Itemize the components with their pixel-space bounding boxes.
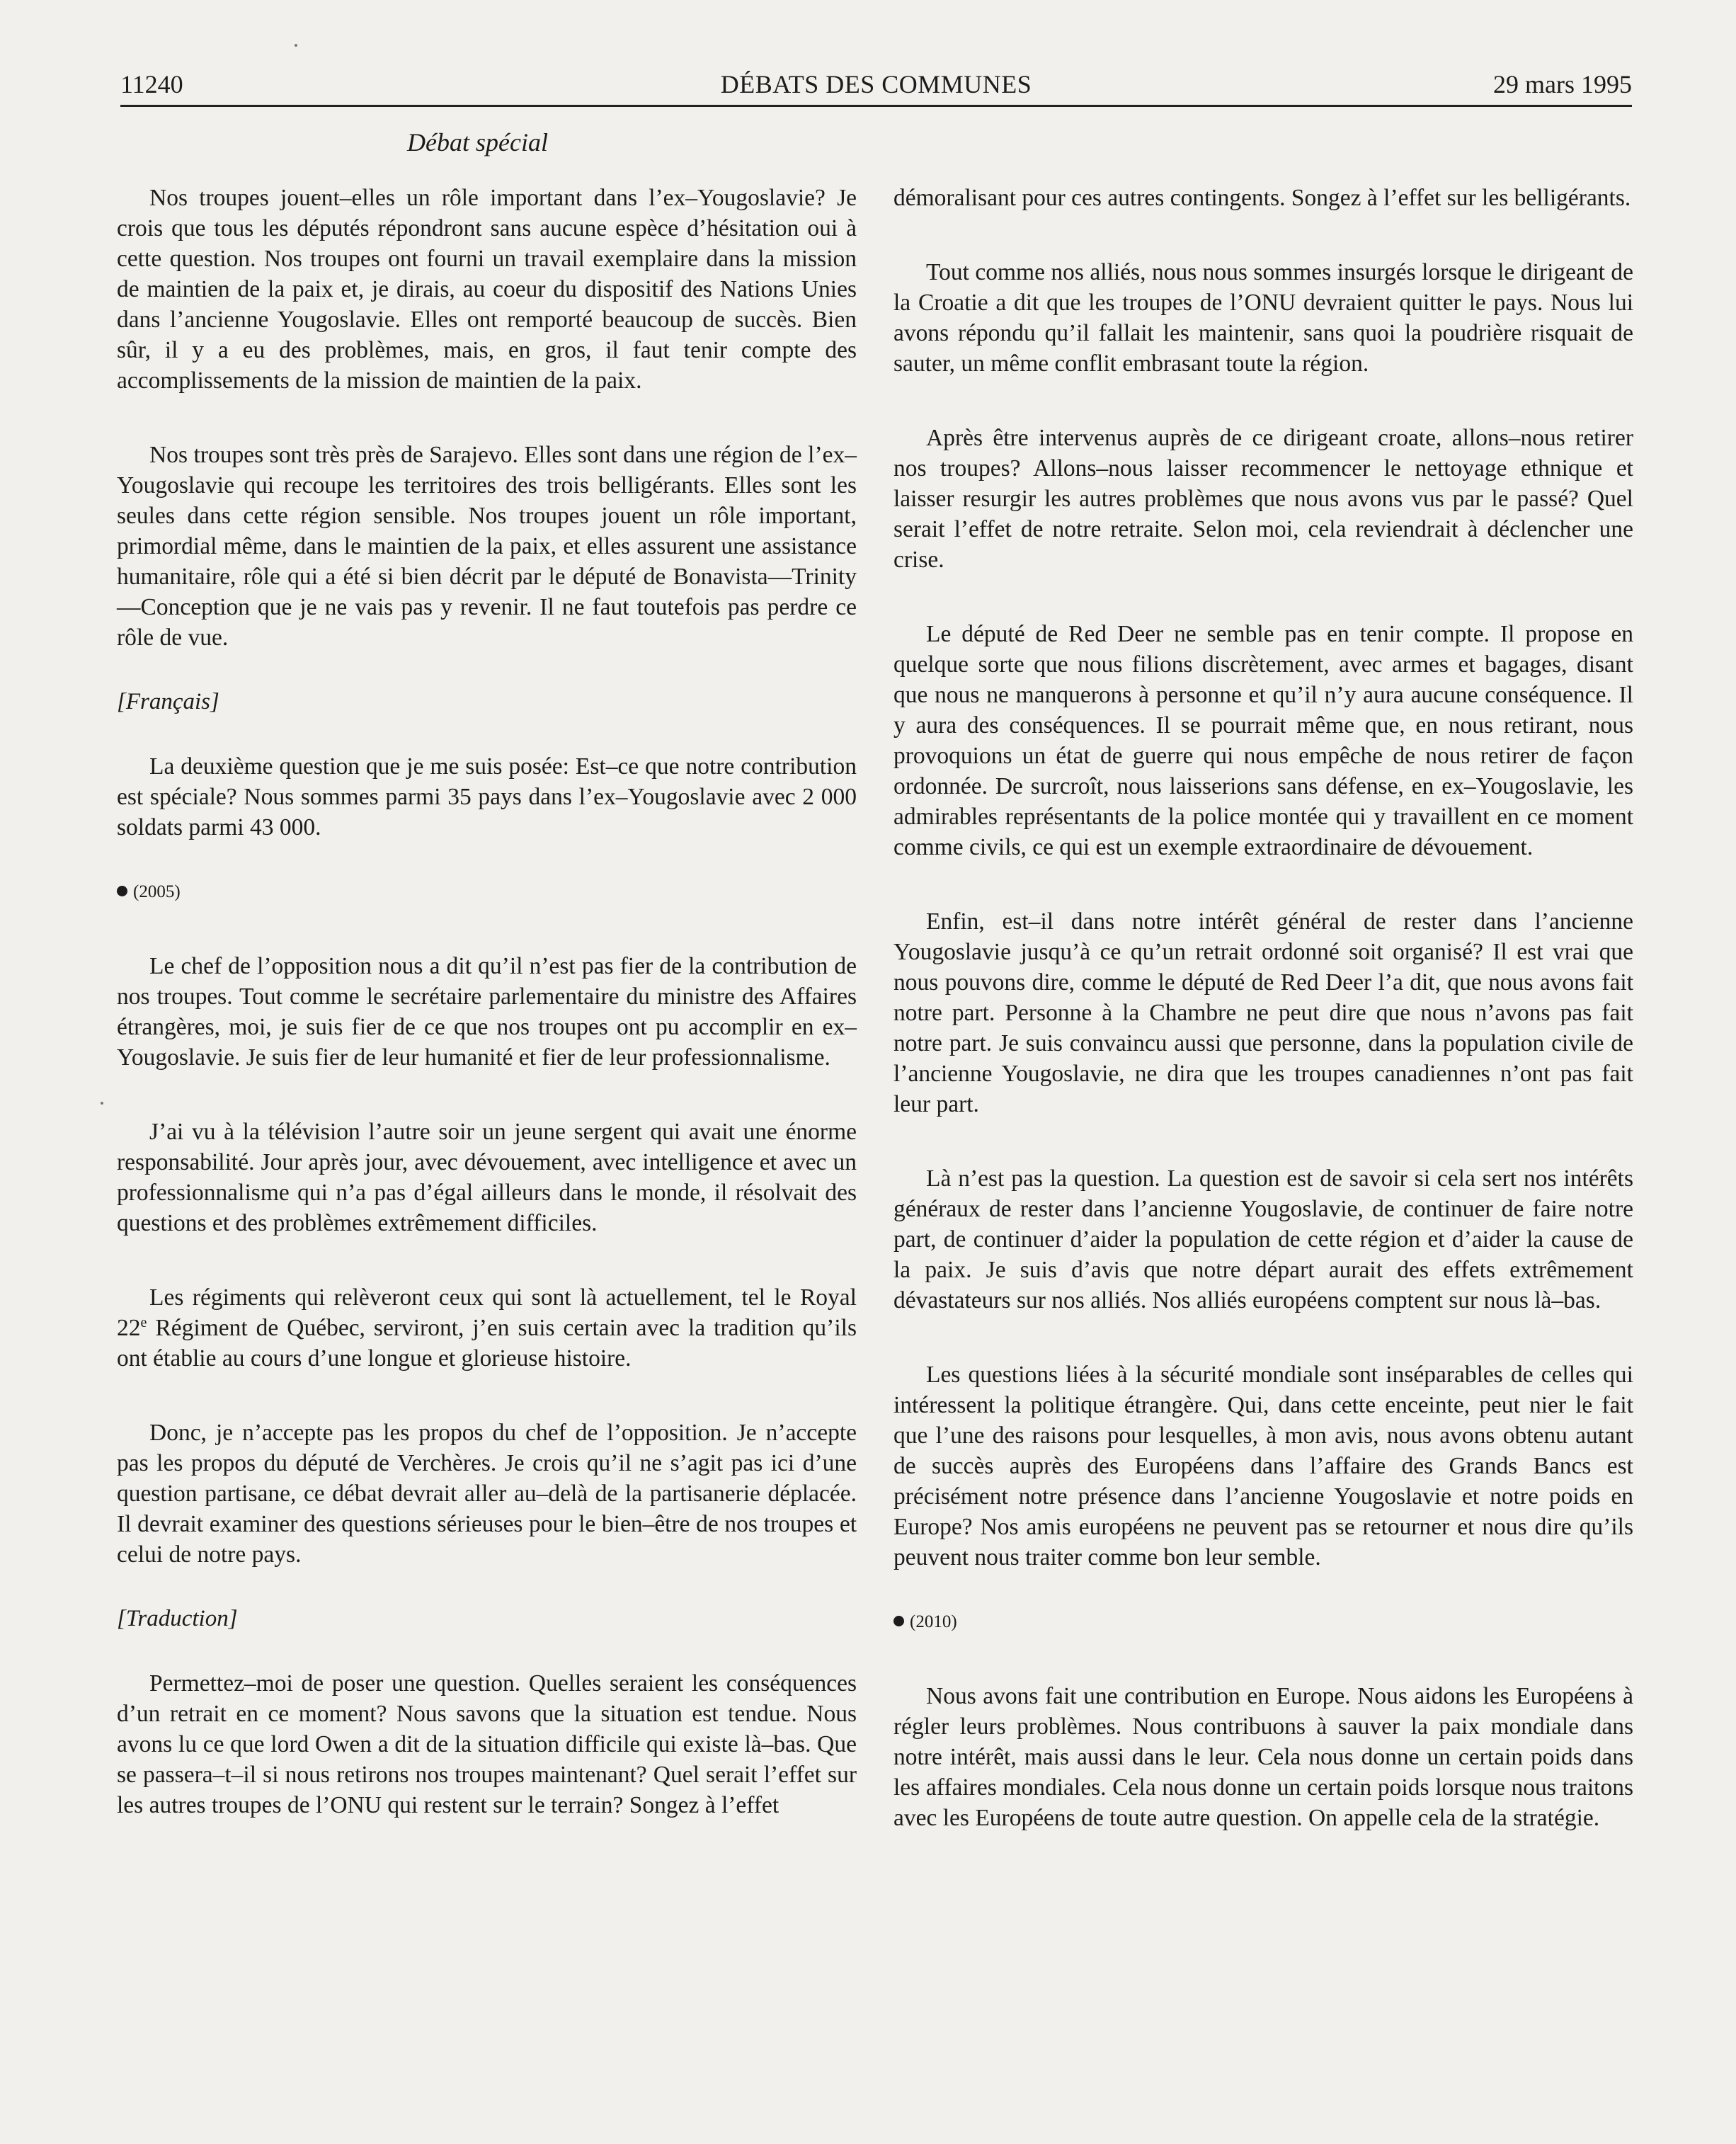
paragraph <box>117 1282 857 1374</box>
paragraph: La deuxième question que je me suis posée: Est–ce que notre contribution est spéciale? Nous sommes parmi 35 pays dans l’ex–Yougoslavie avec 2 000 soldats parmi 43 000. <box>117 753 857 840</box>
right-column <box>893 183 1633 1833</box>
paragraph: Le député de Red Deer ne semble pas en tenir compte. Il propose en quelque sorte que nous filions discrètement, avec armes et bagages, disant que nous ne manquerons à personne et qu’il n’y aura aucune conséquence. Il y aura des conséquences. Il se pourrait même que, en nous retirant, nous provoquions un état de guerre qui nous empêche de nous retirer de façon ordonnée. De surcroît, nous laisserions sans défense, en ex–Yougoslavie, les admirables représentants de la police montée qui y travaillent en ce moment comme civils, ce qui est un exemple extraordinaire de dévouement. <box>893 621 1633 860</box>
bullet-icon <box>893 1616 904 1626</box>
time-marker <box>117 877 857 907</box>
ordinal-superscript: e <box>140 1314 147 1330</box>
page-header <box>120 62 1632 107</box>
bullet-icon <box>117 886 127 896</box>
time-marker-text: (2010) <box>910 1612 957 1631</box>
left-column <box>117 183 857 1820</box>
paragraph-text-a: Les régiments qui relèveront ceux qui sont là actuellement, tel le Royal 22 <box>117 1284 857 1341</box>
paragraph: Là n’est pas la question. La question est de savoir si cela sert nos intérêts généraux de rester dans l’ancienne Yougoslavie, de continuer de faire notre part, de continuer d’aider la population de cette région et d’aider la cause de la paix. Je suis d’avis que notre départ aurait des effets extrêmement dévastateurs sur nos alliés. Nos alliés européens comptent sur nous là–bas. <box>893 1165 1633 1313</box>
time-marker <box>893 1607 1633 1637</box>
paragraph: Les questions liées à la sécurité mondiale sont inséparables de celles qui intéressent la politique étrangère. Qui, dans cette enceinte, peut nier le fait que l’une des raisons pour lesquelles, à mon avis, nous avons obtenu autant de succès auprès des Européens dans l’affaire des Grands Bancs est précisément notre présence dans l’ancienne Yougoslavie et notre poids en Europe? Nos amis européens ne peuvent pas se retourner et nous dire qu’ils peuvent nous traiter comme bon leur semble. <box>893 1362 1633 1570</box>
scan-speck <box>101 1102 103 1105</box>
time-marker-text: (2005) <box>133 882 181 901</box>
paragraph: Le chef de l’opposition nous a dit qu’il n’est pas fier de la contribution de nos troupes. Tout comme le secrétaire parlementaire du ministre des Affaires étrangères, moi, je suis fier de ce que nos troupes ont pu accomplir en ex–Yougoslavie. Je suis fier de leur humanité et fier de leur professionnalisme. <box>117 953 857 1071</box>
paragraph: Donc, je n’accepte pas les propos du chef de l’opposition. Je n’accepte pas les propos du député de Verchères. Je crois qu’il ne s’agit pas ici d’une question partisane, ce débat devrait aller au–delà de la partisanerie déplacée. Il devrait examiner des questions sérieuses pour le bien–être de nos troupes et celui de notre pays. <box>117 1420 857 1568</box>
language-tag-francais: [Français] <box>117 689 219 714</box>
section-title: Débat spécial <box>407 128 548 156</box>
paragraph: Permettez–moi de poser une question. Quelles seraient les conséquences d’un retrait en ce moment? Nous savons que la situation est tendue. Nous avons lu ce que lord Owen a dit de la situation difficile qui existe là–bas. Que se passera–t–il si nous retirons nos troupes maintenant? Quel serait l’effet sur les autres troupes de l’ONU qui restent sur le terrain? Songez à l’effet <box>117 1670 857 1818</box>
paragraph: démoralisant pour ces autres contingents. Songez à l’effet sur les belligérants. <box>893 185 1631 211</box>
language-tag-traduction: [Traduction] <box>117 1606 238 1631</box>
page-number: 11240 <box>120 70 183 98</box>
scan-speck <box>295 44 297 47</box>
paragraph: Nous avons fait une contribution en Europe. Nous aidons les Européens à régler leurs problèmes. Nous contribuons à sauver la paix mondiale dans notre intérêt, mais aussi dans le leur. Cela nous donne un certain poids dans les affaires mondiales. Cela nous donne un certain poids lorsque nous traitons avec les Européens de toute autre question. On appelle cela de la stratégie. <box>893 1683 1633 1831</box>
paragraph: Nos troupes jouent–elles un rôle important dans l’ex–Yougoslavie? Je crois que tous les députés répondront sans aucune espèce d’hésitation oui à cette question. Nos troupes ont fourni un travail exemplaire dans la mission de maintien de la paix et, je dirais, au coeur du dispositif des Nations Unies dans l’ancienne Yougoslavie. Elles ont remporté beaucoup de succès. Bien sûr, il y a eu des problèmes, mais, en gros, il faut tenir compte des accomplissements de la mission de maintien de la paix. <box>117 185 857 394</box>
paragraph-text-b: Régiment de Québec, serviront, j’en suis certain avec la tradition qu’ils ont établie au cours d’une longue et glorieuse histoire. <box>117 1315 857 1372</box>
paragraph: Enfin, est–il dans notre intérêt général de rester dans l’ancienne Yougoslavie jusqu’à ce qu’un retrait ordonné soit organisé? Il est vrai que nous pouvons dire, comme le député de Red Deer l’a dit, que nous avons fait notre part. Personne à la Chambre ne peut dire que nous n’avons pas fait notre part. Je suis convaincu aussi que personne, dans la population civile de l’ancienne Yougoslavie, ne dira que les troupes canadiennes n’ont pas fait leur part. <box>893 908 1633 1117</box>
paragraph: Nos troupes sont très près de Sarajevo. Elles sont dans une région de l’ex–Yougoslavie qui recoupe les territoires des trois belligérants. Elles sont les seules dans cette région sensible. Nos troupes jouent un rôle important, primordial même, dans le maintien de la paix, et elles assurent une assistance humanitaire, rôle qui a été si bien décrit par le député de Bonavista—Trinity—Conception que je ne vais pas y revenir. Il ne faut toutefois pas perdre ce rôle de vue. <box>117 442 857 651</box>
publication-date: 29 mars 1995 <box>1493 70 1632 98</box>
publication-title: DÉBATS DES COMMUNES <box>720 70 1032 98</box>
paragraph: Après être intervenus auprès de ce dirigeant croate, allons–nous retirer nos troupes? Allons–nous laisser recommencer le nettoyage ethnique et laisser resurgir les autres problèmes que nous avons vus par le passé? Quel serait l’effet de notre retraite. Selon moi, cela reviendrait à déclencher une crise. <box>893 425 1633 573</box>
paragraph: J’ai vu à la télévision l’autre soir un jeune sergent qui avait une énorme responsabilité. Jour après jour, avec dévouement, avec intelligence et avec un professionnalisme qui n’a pas d’égal ailleurs dans le monde, il résolvait des questions et des problèmes extrêmement difficiles. <box>117 1119 857 1236</box>
paragraph: Tout comme nos alliés, nous nous sommes insurgés lorsque le dirigeant de la Croatie a dit que les troupes de l’ONU devraient quitter le pays. Nous lui avons répondu qu’il fallait les maintenir, sans quoi la poudrière risquait de sauter, un même conflit embrasant toute la région. <box>893 259 1633 377</box>
